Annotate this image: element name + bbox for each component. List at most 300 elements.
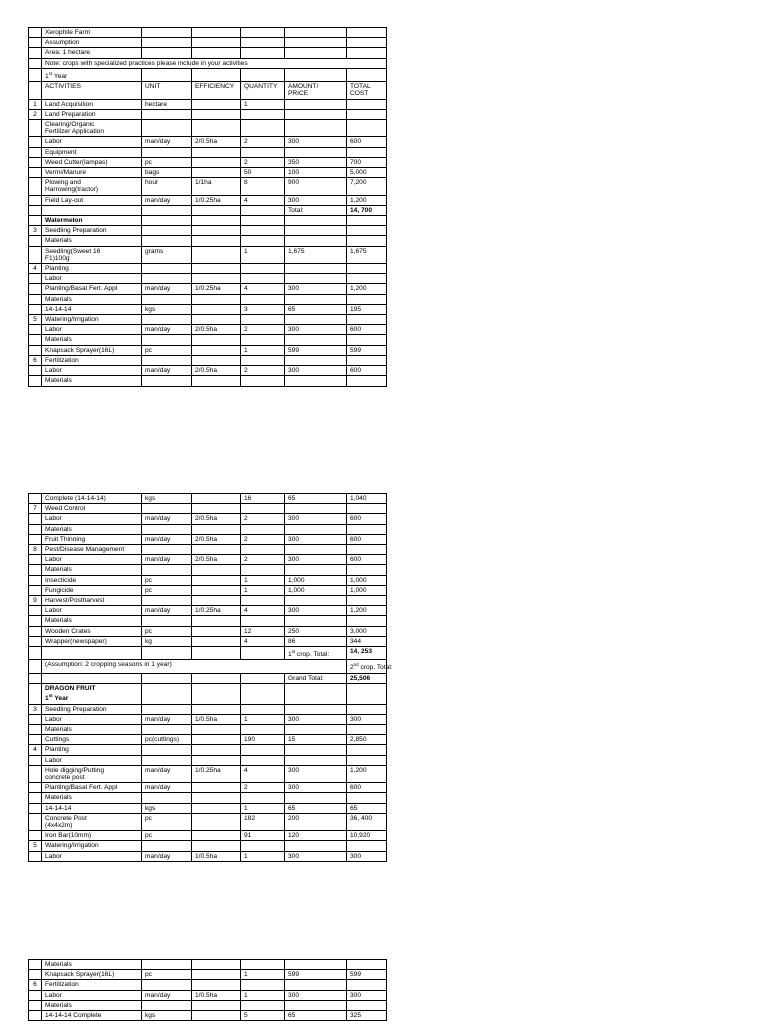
table-cell: 182: [241, 813, 285, 830]
table-row: [29, 58, 387, 68]
table-cell: man/day: [142, 325, 192, 335]
table-cell: 2/0.5ha: [192, 514, 241, 524]
table-cell: [285, 793, 347, 803]
table-row: [29, 626, 387, 636]
table-cell: pc: [142, 345, 192, 355]
table-cell: [241, 376, 285, 386]
table-cell: 200: [285, 813, 347, 830]
table-cell: kgs: [142, 1011, 192, 1021]
table-cell: [241, 596, 285, 606]
table-cell: Materials: [42, 960, 142, 970]
budget-table: [28, 959, 387, 1021]
row-number-cell: 6: [29, 980, 42, 990]
row-number-cell: [29, 48, 42, 58]
row-number-cell: [29, 274, 42, 284]
table-cell: [285, 524, 347, 534]
table-cell: [142, 524, 192, 534]
table-cell: 600: [347, 783, 387, 793]
table-cell: Hole digging/Putting concrete post: [42, 765, 142, 782]
table-row: [29, 616, 387, 626]
table-cell: man/day: [142, 765, 192, 782]
table-cell: 1/1ha: [192, 178, 241, 195]
table-row: [29, 524, 387, 534]
table-cell: [192, 28, 241, 38]
table-cell: [347, 335, 387, 345]
table-cell: [285, 565, 347, 575]
row-number-cell: [29, 178, 42, 195]
table-cell: [285, 355, 347, 365]
table-row: [29, 534, 387, 544]
table-cell: 300: [285, 990, 347, 1000]
table-cell: 2: [241, 555, 285, 565]
table-row: [29, 205, 387, 215]
table-row: [29, 137, 387, 147]
table-cell: [192, 803, 241, 813]
table-cell: [241, 704, 285, 714]
table-cell: bags: [142, 168, 192, 178]
row-number-cell: [29, 82, 42, 99]
table-cell: Watering/Irrigation: [42, 841, 142, 851]
table-cell: [142, 147, 192, 157]
table-cell: 65: [285, 304, 347, 314]
table-cell: [347, 565, 387, 575]
table-cell: 4: [241, 284, 285, 294]
table-cell: 86: [285, 636, 347, 646]
table-cell: [241, 38, 285, 48]
table-cell: [142, 684, 192, 705]
table-cell: [241, 120, 285, 137]
row-number-cell: [29, 294, 42, 304]
table-row: [29, 38, 387, 48]
table-cell: [241, 68, 285, 81]
table-cell: [241, 28, 285, 38]
table-cell: 300: [285, 534, 347, 544]
table-cell: 65: [285, 494, 347, 504]
table-cell: 1: [241, 575, 285, 585]
table-cell: [142, 755, 192, 765]
table-cell: 300: [285, 325, 347, 335]
table-row: [29, 345, 387, 355]
table-cell: [192, 226, 241, 236]
table-cell: 50: [241, 168, 285, 178]
table-cell: [347, 236, 387, 246]
table-cell: [285, 335, 347, 345]
table-cell: [241, 315, 285, 325]
table-row: [29, 376, 387, 386]
table-cell: [285, 504, 347, 514]
table-cell: [347, 725, 387, 735]
table-cell: [142, 725, 192, 735]
table-cell: [192, 48, 241, 58]
table-row: [29, 585, 387, 595]
table-cell: [192, 68, 241, 81]
table-cell: QUANTITY: [241, 82, 285, 99]
table-cell: pc: [142, 626, 192, 636]
table-row: [29, 109, 387, 119]
table-cell: Labor: [42, 555, 142, 565]
table-cell: [142, 355, 192, 365]
table-cell: [192, 980, 241, 990]
table-row: [29, 755, 387, 765]
table-cell: Plowing and Harrowing(tractor): [42, 178, 142, 195]
table-cell: 65: [285, 1011, 347, 1021]
table-row: [29, 48, 387, 58]
table-cell: [192, 168, 241, 178]
table-row: [29, 157, 387, 167]
table-cell: 1: [241, 803, 285, 813]
row-number-cell: [29, 684, 42, 705]
table-cell: Fertilization: [42, 355, 142, 365]
row-number-cell: [29, 831, 42, 841]
table-cell: [192, 596, 241, 606]
table-cell: [285, 616, 347, 626]
table-cell: [142, 545, 192, 555]
table-cell: 14, 253: [347, 647, 387, 660]
table-cell: 300: [347, 990, 387, 1000]
table-row: [29, 284, 387, 294]
row-number-cell: [29, 555, 42, 565]
table-cell: man/day: [142, 284, 192, 294]
table-cell: pc: [142, 585, 192, 595]
table-cell: 2: [241, 366, 285, 376]
table-row: [29, 673, 387, 683]
table-cell: TOTAL COST: [347, 82, 387, 99]
table-cell: 1/0.25ha: [192, 195, 241, 205]
table-cell: [347, 120, 387, 137]
table-cell: Equipment: [42, 147, 142, 157]
table-cell: man/day: [142, 195, 192, 205]
table-cell: 250: [285, 626, 347, 636]
table-cell: [192, 793, 241, 803]
table-row: [29, 264, 387, 274]
table-cell: [285, 236, 347, 246]
table-cell: 300: [285, 783, 347, 793]
row-number-cell: [29, 494, 42, 504]
table-cell: 300: [285, 137, 347, 147]
table-cell: [192, 216, 241, 226]
table-cell: man/day: [142, 555, 192, 565]
row-number-cell: [29, 735, 42, 745]
table-cell: 190: [241, 735, 285, 745]
table-cell: 10,920: [347, 831, 387, 841]
table-cell: 600: [347, 534, 387, 544]
table-cell: 1/0.25ha: [192, 284, 241, 294]
table-cell: [285, 120, 347, 137]
table-cell: 2: [241, 534, 285, 544]
table-cell: [241, 147, 285, 157]
table-cell: [347, 376, 387, 386]
table-cell: [42, 205, 142, 215]
table-cell: [142, 48, 192, 58]
table-row: [29, 1011, 387, 1021]
table-row: [29, 226, 387, 236]
table-cell: [285, 960, 347, 970]
table-cell: 65: [347, 803, 387, 813]
table-cell: 900: [285, 178, 347, 195]
table-cell: [142, 960, 192, 970]
table-cell: [192, 684, 241, 705]
table-cell: [285, 315, 347, 325]
table-row: [29, 325, 387, 335]
table-cell: [347, 264, 387, 274]
table-cell: [347, 980, 387, 990]
table-cell: [142, 274, 192, 284]
table-cell: 14-14-14 Complete: [42, 1011, 142, 1021]
row-number-cell: [29, 1000, 42, 1010]
table-cell: [347, 545, 387, 555]
table-cell: Wrapper(newspaper): [42, 636, 142, 646]
table-cell: [192, 1011, 241, 1021]
table-cell: 300: [285, 714, 347, 724]
table-cell: Materials: [42, 793, 142, 803]
table-cell: [142, 205, 192, 215]
row-number-cell: [29, 376, 42, 386]
table-cell: 1: [241, 990, 285, 1000]
row-number-cell: [29, 120, 42, 137]
table-cell: 14-14-14: [42, 304, 142, 314]
table-cell: [241, 1000, 285, 1010]
table-cell: [347, 48, 387, 58]
table-row: [29, 596, 387, 606]
table-cell: [347, 684, 387, 705]
table-cell: Materials: [42, 524, 142, 534]
table-cell: 1,200: [347, 765, 387, 782]
table-cell: 1/0.5ha: [192, 851, 241, 861]
table-cell: Land Preparation: [42, 109, 142, 119]
table-cell: 1: [241, 99, 285, 109]
table-row: [29, 494, 387, 504]
table-cell: 4: [241, 765, 285, 782]
table-cell: [142, 647, 192, 660]
table-cell: 1/0.5ha: [192, 990, 241, 1000]
table-cell: [285, 28, 347, 38]
table-cell: Pest/Disease Management: [42, 545, 142, 555]
table-cell: [192, 725, 241, 735]
table-cell: Concrete Post (4x4x2m): [42, 813, 142, 830]
row-number-cell: [29, 803, 42, 813]
table-cell: man/day: [142, 606, 192, 616]
table-cell: 14-14-14: [42, 803, 142, 813]
table-cell: [142, 294, 192, 304]
table-cell: [192, 274, 241, 284]
table-row: [29, 803, 387, 813]
table-cell: 1/0.25ha: [192, 606, 241, 616]
table-cell: [285, 596, 347, 606]
table-cell: [347, 596, 387, 606]
table-cell: [241, 616, 285, 626]
table-cell: [192, 636, 241, 646]
table-cell: [347, 504, 387, 514]
table-cell: [285, 1000, 347, 1010]
table-cell: [142, 1000, 192, 1010]
table-cell: [142, 596, 192, 606]
table-row: [29, 315, 387, 325]
table-cell: [347, 294, 387, 304]
table-cell: 600: [347, 137, 387, 147]
table-cell: Labor: [42, 990, 142, 1000]
table-cell: [285, 274, 347, 284]
table-row: [29, 575, 387, 585]
table-cell: [142, 616, 192, 626]
table-cell: [142, 315, 192, 325]
table-cell: [241, 355, 285, 365]
table-cell: Grand Total:: [285, 673, 347, 683]
table-cell: 599: [285, 970, 347, 980]
row-number-cell: [29, 246, 42, 263]
table-cell: 1,200: [347, 606, 387, 616]
row-number-cell: [29, 216, 42, 226]
table-cell: 1st Year: [42, 68, 142, 81]
table-cell: 350: [285, 157, 347, 167]
table-cell: [142, 793, 192, 803]
table-row: [29, 1000, 387, 1010]
table-cell: [347, 274, 387, 284]
table-cell: Labor: [42, 606, 142, 616]
table-cell: 600: [347, 325, 387, 335]
table-cell: [192, 960, 241, 970]
table-cell: hectare: [142, 99, 192, 109]
table-row: [29, 636, 387, 646]
table-cell: Materials: [42, 616, 142, 626]
table-cell: pc: [142, 831, 192, 841]
table-cell: [347, 355, 387, 365]
table-cell: 2: [241, 783, 285, 793]
row-number-cell: [29, 616, 42, 626]
table-cell: [285, 755, 347, 765]
table-cell: pc: [142, 575, 192, 585]
table-row: [29, 684, 387, 705]
table-row: [29, 831, 387, 841]
table-cell: 300: [347, 851, 387, 861]
table-cell: 300: [285, 284, 347, 294]
row-number-cell: [29, 606, 42, 616]
row-number-cell: [29, 534, 42, 544]
table-cell: [285, 147, 347, 157]
table-cell: [241, 565, 285, 575]
table-cell: Clearing/Organic Fertilizer Application: [42, 120, 142, 137]
table-cell: Total:: [285, 205, 347, 215]
row-number-cell: [29, 565, 42, 575]
table-cell: Materials: [42, 725, 142, 735]
row-number-cell: [29, 28, 42, 38]
table-cell: [192, 735, 241, 745]
table-cell: [192, 647, 241, 660]
table-cell: [241, 226, 285, 236]
table-cell: kg: [142, 636, 192, 646]
table-row: [29, 504, 387, 514]
table-row: [29, 514, 387, 524]
table-cell: [192, 783, 241, 793]
table-cell: 25,506: [347, 673, 387, 683]
table-cell: 91: [241, 831, 285, 841]
budget-table: [28, 493, 393, 862]
table-row: [29, 246, 387, 263]
table-cell: [347, 109, 387, 119]
table-row: [29, 793, 387, 803]
row-number-cell: [29, 793, 42, 803]
table-row: [29, 335, 387, 345]
table-cell: Weed Control: [42, 504, 142, 514]
table-cell: [285, 109, 347, 119]
table-cell: 4: [241, 606, 285, 616]
table-cell: 1,000: [285, 575, 347, 585]
table-cell: [347, 99, 387, 109]
table-cell: [347, 960, 387, 970]
row-number-cell: [29, 147, 42, 157]
table-cell: (Assumption: 2 cropping seasons in 1 year): [42, 660, 347, 673]
table-cell: [142, 226, 192, 236]
table-row: [29, 660, 387, 673]
table-cell: 2: [241, 514, 285, 524]
table-cell: 599: [347, 345, 387, 355]
table-cell: [285, 294, 347, 304]
row-number-cell: 7: [29, 504, 42, 514]
table-cell: [285, 264, 347, 274]
table-cell: [285, 99, 347, 109]
table-cell: [347, 68, 387, 81]
row-number-cell: [29, 304, 42, 314]
table-cell: [285, 216, 347, 226]
row-number-cell: [29, 1011, 42, 1021]
row-number-cell: [29, 647, 42, 660]
table-cell: [192, 205, 241, 215]
row-number-cell: 2: [29, 109, 42, 119]
table-cell: [285, 980, 347, 990]
table-cell: 120: [285, 831, 347, 841]
table-cell: Iron Bar(10mm): [42, 831, 142, 841]
table-cell: 2: [241, 137, 285, 147]
table-cell: [241, 545, 285, 555]
table-row: [29, 236, 387, 246]
table-cell: [142, 109, 192, 119]
cost-table-page-1: [28, 27, 386, 387]
table-cell: man/day: [142, 534, 192, 544]
table-cell: Wooden Crates: [42, 626, 142, 636]
table-cell: grams: [142, 246, 192, 263]
table-cell: Fungicide: [42, 585, 142, 595]
table-cell: 3: [241, 304, 285, 314]
table-cell: 195: [347, 304, 387, 314]
row-number-cell: 6: [29, 355, 42, 365]
table-cell: [347, 524, 387, 534]
table-cell: [192, 745, 241, 755]
row-number-cell: [29, 585, 42, 595]
row-number-cell: [29, 725, 42, 735]
row-number-cell: [29, 345, 42, 355]
table-cell: 5,000: [347, 168, 387, 178]
row-number-cell: [29, 325, 42, 335]
table-cell: 65: [285, 803, 347, 813]
table-cell: [192, 246, 241, 263]
table-cell: [142, 264, 192, 274]
table-cell: [192, 831, 241, 841]
table-cell: Labor: [42, 755, 142, 765]
table-cell: 1: [241, 714, 285, 724]
table-cell: kgs: [142, 803, 192, 813]
table-cell: Insecticide: [42, 575, 142, 585]
table-cell: [347, 755, 387, 765]
table-row: [29, 555, 387, 565]
table-cell: [347, 216, 387, 226]
table-cell: 300: [285, 555, 347, 565]
table-cell: [241, 980, 285, 990]
table-cell: Knapsack Sprayer(16L): [42, 345, 142, 355]
table-cell: 1: [241, 585, 285, 595]
table-cell: Fruit Thinning: [42, 534, 142, 544]
table-cell: pc(cuttings): [142, 735, 192, 745]
table-cell: [285, 841, 347, 851]
table-cell: [192, 616, 241, 626]
